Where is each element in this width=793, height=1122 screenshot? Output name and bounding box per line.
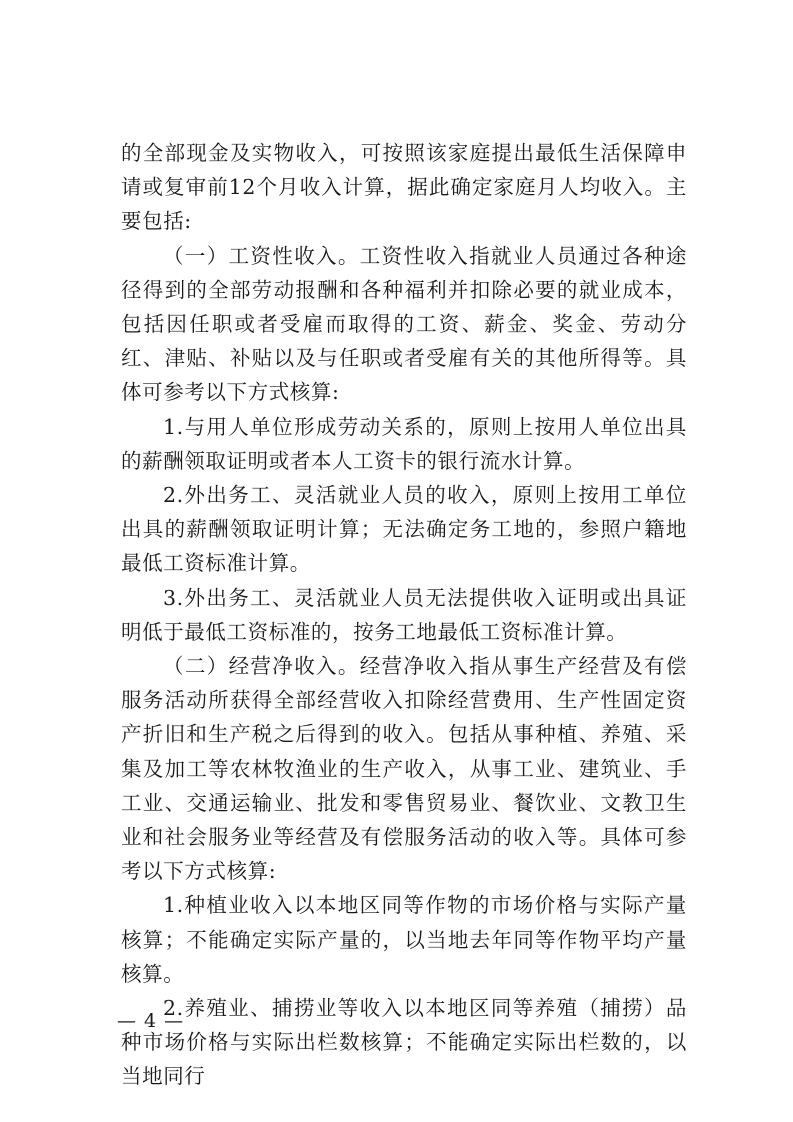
paragraph-business-item-2: 2.养殖业、捕捞业等收入以本地区同等养殖（捕捞）品种市场价格与实际出栏数核算；不能确定实际出栏数的，以当地同行 xyxy=(121,996,687,1089)
paragraph-business-item-1: 1.种植业收入以本地区同等作物的市场价格与实际产量核算；不能确定实际产量的，以当地去年同等作物平均产量核算。 xyxy=(121,893,687,986)
paragraph-wage-item-1: 1.与用人单位形成劳动关系的，原则上按用人单位出具的薪酬领取证明或者本人工资卡的银行流水计算。 xyxy=(121,414,687,473)
paragraph-business-income: （二）经营净收入。经营净收入指从事生产经营及有偿服务活动所获得全部经营收入扣除经营费用、生产性固定资产折旧和生产税之后得到的收入。包括从事种植、养殖、采集及加工等农林牧渔业的生产收入，从事工业、建筑业、手工业、交通运输业、批发和零售贸易业、餐饮业、文教卫生业和社会服务业等经营及有偿服务活动的收入等。具体可参考以下方式核算: xyxy=(121,654,687,884)
paragraph-wage-income: （一）工资性收入。工资性收入指就业人员通过各种途径得到的全部劳动报酬和各种福利并扣除必要的就业成本，包括因任职或者受雇而取得的工资、薪金、奖金、劳动分红、津贴、补贴以及与任职或者受雇有关的其他所得等。具体可参考以下方式核算: xyxy=(121,243,687,405)
page-number: — 4 — xyxy=(117,1010,185,1032)
paragraph-wage-item-3: 3.外出务工、灵活就业人员无法提供收入证明或出具证明低于最低工资标准的，按务工地最低工资标准计算。 xyxy=(121,585,687,644)
paragraph-wage-item-2: 2.外出务工、灵活就业人员的收入，原则上按用工单位出具的薪酬领取证明计算；无法确定务工地的，参照户籍地最低工资标准计算。 xyxy=(121,483,687,576)
paragraph-continuation: 的全部现金及实物收入，可按照该家庭提出最低生活保障申请或复审前12个月收入计算，据此确定家庭月人均收入。主要包括: xyxy=(121,141,687,234)
body-text xyxy=(121,136,687,1094)
